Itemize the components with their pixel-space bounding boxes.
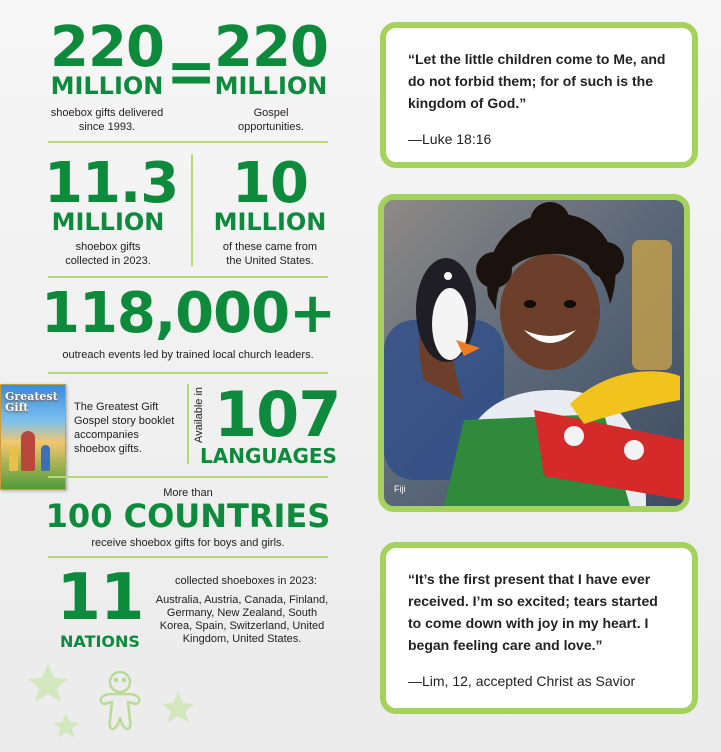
divider <box>48 476 328 478</box>
quote-card-scripture <box>380 22 698 168</box>
quote-card-testimony <box>380 542 698 714</box>
divider <box>48 372 328 374</box>
star-doodle-icon <box>26 662 70 706</box>
stat-events-caption: outreach events led by trained local church leaders. <box>62 349 314 361</box>
quote-text: “It’s the first present that I have ever received. I’m so excited; tears started to come down with joy in my heart. I began feeling care and love.” <box>408 571 658 653</box>
stat-gifts-caption: shoebox gifts delivered since 1993. <box>50 107 164 133</box>
stat-countries-caption: receive shoebox gifts for boys and girls. <box>91 537 285 549</box>
booklet-cover-title: Greatest Gift <box>5 390 58 414</box>
gingerbread-doodle-icon <box>94 668 146 738</box>
stat-gospel-caption: Gospel opportunities. <box>237 107 305 133</box>
stat-collected-unit: MILLION <box>51 208 165 236</box>
stat-gifts-unit: MILLION <box>50 72 164 100</box>
countries-pre-label: More than <box>163 487 213 499</box>
stat-gospel-number: 220 <box>214 15 328 80</box>
star-doodle-icon <box>160 690 196 726</box>
stat-us-caption: of these came from the United States. <box>222 241 318 267</box>
stat-us-number: 10 <box>232 151 308 216</box>
stat-collected-caption: shoebox gifts collected in 2023. <box>65 241 151 267</box>
divider <box>48 141 328 143</box>
stat-collected-number: 11.3 <box>44 151 179 216</box>
stat-events-number: 118,000+ <box>41 281 335 346</box>
star-doodle-icon <box>52 712 80 740</box>
booklet-cover-image <box>0 384 66 490</box>
quote-text: “Let the little children come to Me, and do not forbid them; for of such is the kingdom of God.” <box>408 51 666 111</box>
quote-attribution: —Luke 18:16 <box>408 131 492 147</box>
divider <box>48 556 328 558</box>
stat-languages-number: 107 <box>214 378 341 451</box>
booklet-text: The Greatest Gift Gospel story booklet accompanies shoebox gifts. <box>74 401 175 455</box>
photo-child-with-gift <box>384 200 684 506</box>
available-in-label: Available in <box>193 386 205 444</box>
divider-vertical <box>187 384 189 464</box>
divider-vertical <box>191 154 193 266</box>
nations-list: Australia, Austria, Canada, Finland, Germany, New Zealand, South Korea, Spain, Switzerland, United Kingdom, United States. <box>155 594 329 645</box>
quote-attribution: —Lim, 12, accepted Christ as Savior <box>408 673 636 689</box>
nations-heading: collected shoeboxes in 2023: <box>175 575 317 587</box>
booklet-figure-icon <box>21 431 35 471</box>
stat-languages-unit: LANGUAGES <box>200 444 337 468</box>
booklet-child-icon <box>41 445 50 471</box>
stat-countries-number: 100 COUNTRIES <box>45 497 331 535</box>
divider <box>48 276 328 278</box>
equals-sign: = <box>166 37 216 107</box>
photo-card <box>378 194 690 512</box>
stat-gospel-unit: MILLION <box>214 72 328 100</box>
booklet-child-icon <box>9 447 18 471</box>
stat-nations-number: 11 <box>56 561 144 635</box>
stat-us-unit: MILLION <box>213 208 327 236</box>
stat-gifts-number: 220 <box>50 15 164 80</box>
stat-nations-unit: NATIONS <box>60 632 140 651</box>
photo-caption: Fiji <box>394 484 406 494</box>
